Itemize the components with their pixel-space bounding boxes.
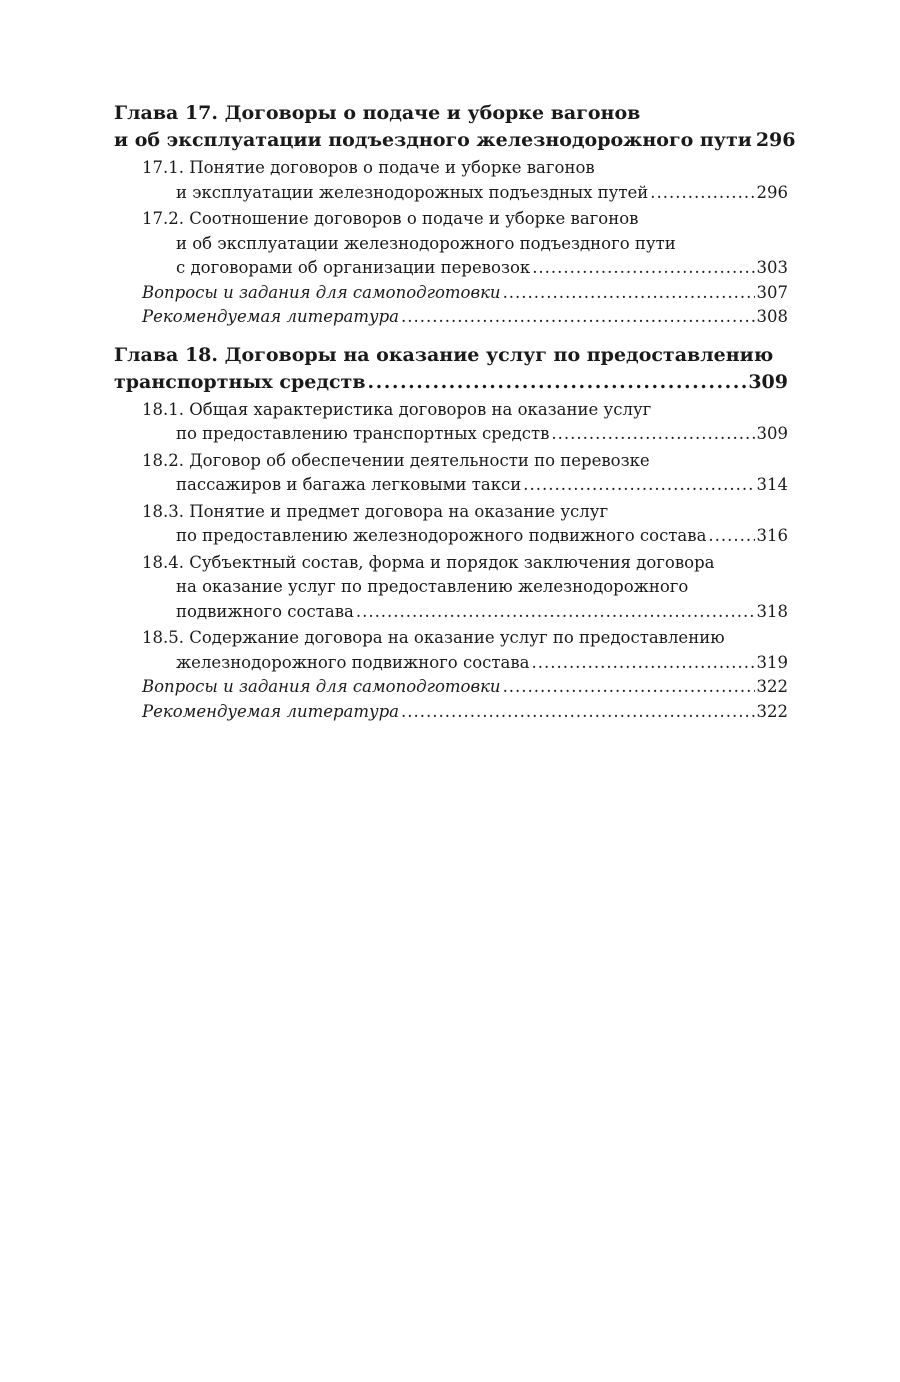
leader-dots (708, 524, 754, 549)
section-17-2-page: 303 (756, 258, 788, 277)
section-18-1: 18.1. Общая характеристика договоров на оказание услуг по предоставлению транспортных средств ..... 309 (114, 398, 788, 447)
chapter-18-title-line1: Глава 18. Договоры на оказание услуг по предоставлению (114, 343, 774, 366)
leader-dots (368, 369, 747, 396)
leader-dots (503, 281, 755, 306)
section-17-1-page: 296 (756, 182, 788, 202)
chapter-17-literature: Рекомендуемая литература ..... 308 (114, 305, 788, 330)
section-18-5-page: 319 (756, 652, 788, 672)
leader-dots (532, 256, 754, 281)
leader-dots (650, 181, 754, 206)
leader-dots (523, 473, 754, 498)
section-18-4: 18.4. Субъектный состав, форма и порядок заключения договора на оказание услуг по предоставлению железнодорожного подвижного состава ..... 318 (114, 551, 788, 625)
leader-dots (356, 600, 755, 625)
leader-dots (401, 700, 754, 725)
leader-dots (531, 651, 754, 676)
chapter-18-literature: Рекомендуемая литература ..... 322 (114, 700, 788, 725)
chapter-17-heading (114, 100, 796, 154)
chapter-17-page: 296 (755, 129, 796, 151)
section-17-2: 17.2. Соотношение договоров о подаче и уборке вагонов и об эксплуатации железнодорожного подъездного пути с договорами об организации перевозок ..... 303 (114, 207, 788, 281)
leader-dots (401, 305, 754, 330)
leader-dots (503, 675, 755, 700)
section-18-2: 18.2. Договор об обеспечении деятельности по перевозке пассажиров и багажа легковыми такси ..... 314 (114, 449, 788, 498)
chapter-17-title-line1: Глава 17. Договоры о подаче и уборке вагонов (114, 102, 641, 124)
section-18-3: 18.3. Понятие и предмет договора на оказание услуг по предоставлению железнодорожного подвижного состава ..... 316 (114, 500, 788, 549)
chapter-17-questions: Вопросы и задания для самоподготовки ..... 307 (114, 281, 788, 306)
section-17-1: 17.1. Понятие договоров о подаче и уборке вагонов и эксплуатации железнодорожных подъездных путей ..... 296 (114, 156, 788, 205)
table-of-contents (114, 100, 796, 724)
section-18-4-page: 318 (756, 601, 788, 621)
chapter-18-questions: Вопросы и задания для самоподготовки ..... 322 (114, 675, 788, 700)
chapter-18-page: 309 (748, 370, 788, 393)
chapter-17-title-line2: и об эксплуатации подъездного железнодорожного пути 296 (114, 127, 788, 154)
section-18-2-page: 314 (756, 475, 788, 494)
section-18-1-page: 309 (756, 424, 788, 443)
leader-dots (551, 422, 754, 447)
section-18-3-page: 316 (756, 526, 788, 545)
section-18-5: 18.5. Содержание договора на оказание услуг по предоставлению железнодорожного подвижного состава ..... 319 (114, 626, 788, 675)
chapter-18-title-line2: транспортных средств ..... 309 (114, 369, 788, 396)
chapter-18-heading (114, 342, 788, 396)
